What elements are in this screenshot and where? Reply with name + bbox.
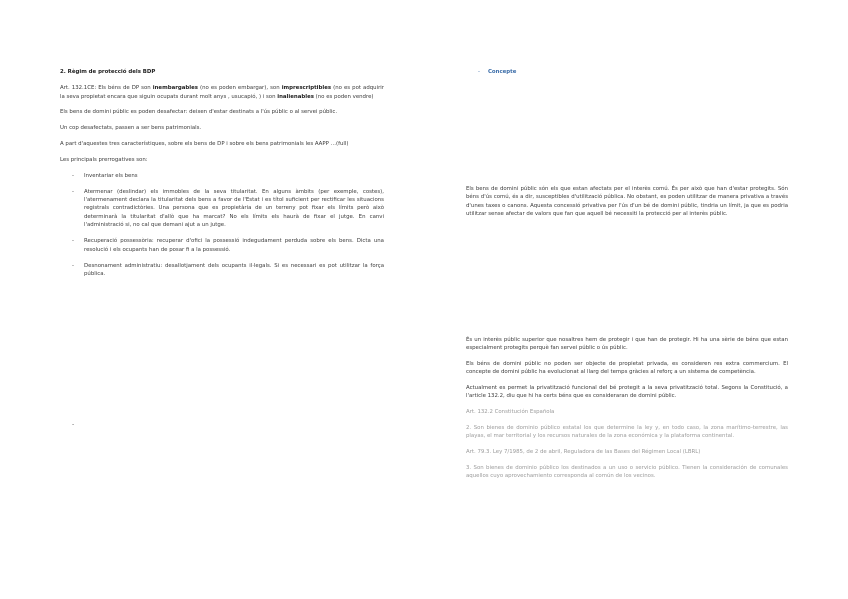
concept-label: Concepte [487, 69, 517, 75]
paragraph-prerrogatives: Les principals prerrogatives son: [60, 156, 148, 163]
list-item: - Desnonament administratiu: desallotjament dels ocupants il·legals. Si es necessari es pot utilitzar la força pública. [60, 262, 384, 279]
quote-ce: 2. Son bienes de dominio público estatal los que determine la ley y, en todo caso, la zona marítimo-terrestre, las playas, el mar territorial y los recursos naturales de la zona económica y la plataforma continental. [466, 425, 788, 440]
right-body [466, 336, 788, 488]
list-item: - Inventariar els bens [60, 172, 384, 180]
text-run: Art. 132.1CE: Els béns de DP son [60, 85, 153, 92]
paragraph-definition: Els bens de domini públic són els que estan afectats per el interès comú. És per això que han d'estar protegits. Són béns d'ús comú, és a dir, susceptibles d'utilització pública. No obstant, es poden utilitzar de manera privativa a través d'unes taxes o canons. Aquesta concessió privativa per l'ús d'un bé de domini públic, tindria un límit, ja que es podria utilitzar sense afectar de valors que fan que aquell bé necessiti la protecció per al interès públic. [466, 186, 788, 217]
text-run: (no es pot adquirir la seva propietat encara que siguin ocupats durant molt anys , usucapió, ) i son [60, 85, 385, 100]
paragraph-extra-commercium: Els béns de domini públic no poden ser objecte de propietat privada, es consideren res extra commercium. El concepte de domini públic ha evolucionat al llarg del temps gràcies al reforç a un sistema de competència. [466, 361, 788, 376]
paragraph-caracteristiques: A part d'aquestes tres característiques, sobre els bens de DP i sobre els bens patrimonials les AAPP …(full) [60, 140, 349, 147]
right-column-header [466, 68, 788, 76]
quote-lbrl: 3. Son bienes de dominio público los destinados a un uso o servicio público. Tienen la consideración de comunales aquellos cuyo aprovechamiento corresponda al común de los vecinos. [466, 464, 788, 480]
empty-bullet: - [72, 421, 75, 428]
prerogatives-list [60, 172, 384, 279]
citation-lbrl: Art. 79.3. Ley 7/1985, de 2 de abril, Reguladora de las Bases del Régimen Local (LBRL) [466, 449, 701, 456]
list-item: - Atermenar (deslindar) els immobles de la seva titularitat. En alguns àmbits (per exemple, costes), l'atermenament declara la titularitat dels bens a favor de l'Estat i es títol suficient per rectificar les situacions registrals contradictòries. Una persona que es propietària de un terreny pot fixar els límits però això determinarà la titularitat d'allò que ha marcat? No els límits els haurà de fixar el jutge. En canvi l'administració si, no cal que demani ajut a un jutge. [60, 188, 384, 229]
bold-term: imprescriptibles [281, 85, 332, 92]
bold-term: inembargables [152, 85, 198, 92]
paragraph-art-132 [60, 84, 384, 101]
paragraph-patrimonials: Un cop desafectats, passen a ser bens patrimonials. [60, 125, 202, 132]
bold-term: inalienables [277, 93, 314, 100]
paragraph-desafectar: Els bens de domini públic es poden desafectar: deixen d'estar destinats a l'ús públic o al servei públic. [60, 109, 338, 116]
citation-ce: Art. 132.2 Constitución Española [466, 409, 555, 416]
text-run: (no es poden vendre) [313, 93, 374, 100]
section-heading: 2. Règim de protecció dels BDP [60, 69, 156, 75]
paragraph-interes-public: És un interès públic superior que nosaltres hem de protegir i que han de protegir. Hi ha una sèrie de béns que estan especialment protegits perquè fan servei públic o ús públic. [466, 337, 788, 352]
paragraph-privatitzacio: Actualment es permet la privatització funcional del bé protegit a la seva privatització total. Segons la Constitució, a l'article 132.2, diu que hi ha certs béns que es consideraran de domini públic. [466, 385, 788, 400]
concept-heading [466, 68, 788, 76]
text-run: (no es poden embargar), son [197, 85, 282, 92]
concept-paragraph [466, 185, 788, 226]
left-column [60, 68, 384, 287]
concept-dash: - [478, 69, 480, 75]
list-item: - Recuperació possessòria: recuperar d'ofici la possessió indegudament perduda sobre els bens. Dicta una resolució i els ocupants han de posar fi a la possessió. [60, 237, 384, 254]
